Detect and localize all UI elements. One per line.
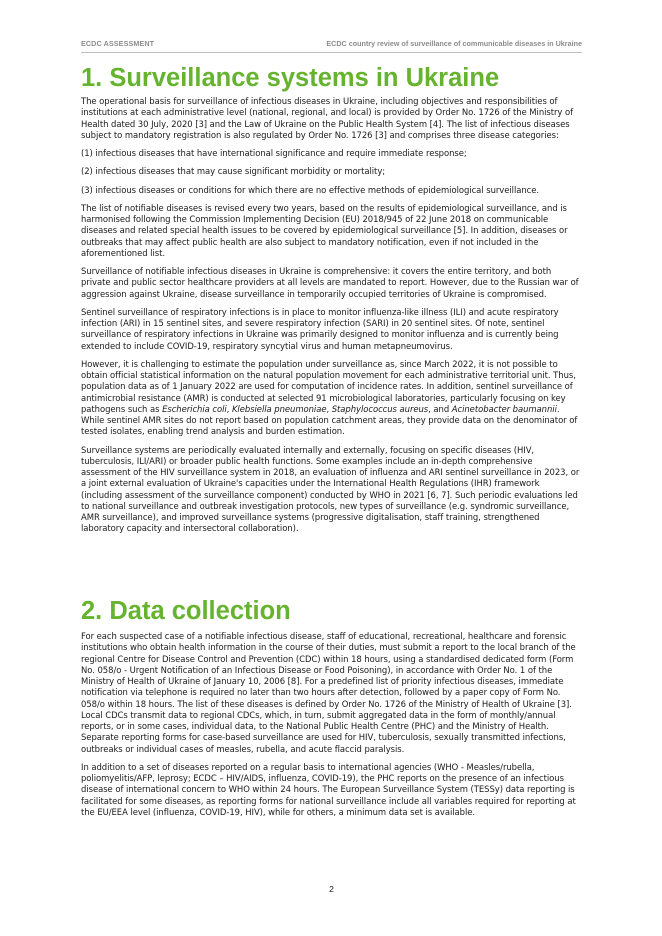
pathogen-name: Staphylococcus aureus — [331, 403, 429, 414]
section-1-body — [81, 96, 582, 542]
header-right-title: ECDC country review of surveillance of communicable diseases in Ukraine — [326, 39, 582, 48]
paragraph: The list of notifiable diseases is revised every two years, based on the results of epidemiological surveillance, and is harmonised following the Commission Implementing Decision (EU) 2018/945 of 22 June 2018 on communicable diseases and related special health issues to be covered by epidemiological surveillance [5]. In addition, diseases or outbreaks that may affect public health are also subject to mandatory notification, even if not included in the aforementioned list. — [81, 202, 568, 258]
paragraph: In addition to a set of diseases reported on a regular basis to international agencies (WHO - Measles/rubella, poliomyelitis/AFP, leprosy; ECDC – HIV/AIDS, influenza, COVID-19), the PHC reports on the presence of an infectious disease of international concern to WHO within 24 hours. The European Surveillance System (TESSy) data reporting is facilitated for some diseases, as reporting forms for national surveillance include all variables required for reporting at the EU/EEA level (influenza, COVID-19, HIV), while for others, a minimum data set is available. — [81, 761, 576, 817]
list-item-category-1: (1) infectious diseases that have international significance and require immediate response; — [81, 148, 467, 158]
list-item-category-3: (3) infectious diseases or conditions for which there are no effective methods of epidemiological surveillance. — [81, 184, 540, 195]
paragraph-amr — [81, 359, 582, 438]
paragraph: Surveillance of notifiable infectious diseases in Ukraine is comprehensive: it covers the entire territory, and both private and public sector healthcare providers at all levels are mandated to report. However, due to the Russian war of aggression against Ukraine, disease surveillance in temporarily occupied territories of Ukraine is compromised. — [81, 266, 579, 299]
section-2-heading: 2. Data collection — [81, 597, 291, 625]
section-1-heading: 1. Surveillance systems in Ukraine — [81, 64, 500, 92]
header-left-label: ECDC ASSESSMENT — [81, 39, 155, 48]
list-item-category-2: (2) infectious diseases that may cause significant morbidity or mortality; — [81, 166, 386, 177]
paragraph: Surveillance systems are periodically evaluated internally and externally, focusing on specific diseases (HIV, tuberculosis, ILI/ARI) or broader public health functions. Some examples include an in-depth comprehensive assessment of the HIV surveillance system in 2018, an evaluation of influenza and ARI sentinel surveillance in 2023, or a joint external evaluation of Ukraine's capacities under the International Health Regulations (IHR) framework (including assessment of the surveillance component) conducted by WHO in 2021 [6, 7]. Such periodic evaluations led to national surveillance and outbreak investigation protocols, new types of surveillance (e.g. syndromic surveillance, AMR surveillance), and improved surveillance systems (progressive digitalisation, staff training, strengthened laboratory capacity and intersectoral collaboration). — [81, 444, 580, 534]
text-run: . While sentinel AMR sites do not report based on population catchment areas, they provide data on the denominator of tested isolates, enabling trend analysis and burden estimation. — [81, 403, 578, 437]
paragraph: Sentinel surveillance of respiratory infections is in place to monitor influenza-like illness (ILI) and acute respiratory infection (ARI) in 15 sentinel sites, and severe respiratory infection (SARI) in 20 sentinel sites. Of note, sentinel surveillance of respiratory infections in Ukraine was primarily designed to monitor influenza and is currently being extended to include COVID-19, respiratory syncytial virus and human metapneumovirus. — [81, 306, 559, 351]
paragraph: For each suspected case of a notifiable infectious disease, staff of educational, recreational, healthcare and forensic institutions who obtain health information in the course of their duties, must submit a report to the local branch of the regional Centre for Disease Control and Prevention (CDC) within 18 hours, using a standardised dedicated form (Form No. 058/o - Urgent Notification of an Infectious Disease or Food Poisoning), in accordance with Order No. 1 of the Ministry of Health of Ukraine of January 10, 2006 [8]. For a predefined list of priority infectious diseases, immediate notification via telephone is required no later than two hours after detection, followed by a paper copy of Form No. 058/o within 18 hours. The list of these diseases is defined by Order No. 1726 of the Ministry of Health of Ukraine [3]. Local CDCs transmit data to regional CDCs, which, in turn, submit aggregated data in the form of monthly/annual reports, or in some cases, individual data, to the National Public Health Centre (PHC) and the Ministry of Health. Separate reporting forms for case-based surveillance are used for HIV, tuberculosis, sexually transmitted infections, outbreaks or individual cases of measles, rubella, and acute flaccid paralysis. — [81, 631, 576, 754]
page-number: 2 — [329, 884, 334, 894]
pathogen-name: Acinetobacter baumannii — [451, 403, 557, 414]
section-2-body — [81, 631, 582, 825]
pathogen-name: Klebsiella pneumoniae — [231, 403, 327, 414]
text-run: , — [326, 403, 332, 414]
text-run: However, it is challenging to estimate the population under surveillance as, since March 2022, it is not possible to obtain official statistical information on the natural population movement for each administrative territorial unit. Thus, population data as of 1 January 2022 are used for computation of incidence rates. In addition, sentinel surveillance of antimicrobial resistance (AMR) is conducted at selected 91 microbiological laboratories, particularly focusing on key pathogens such as — [81, 358, 576, 414]
pathogen-name: Escherichia coli — [162, 403, 227, 414]
running-header — [81, 38, 582, 53]
text-run: , and — [428, 403, 452, 414]
text-run: , — [226, 403, 232, 414]
paragraph: The operational basis for surveillance of infectious diseases in Ukraine, including objectives and responsibilities of institutions at each administrative level (national, regional, and local) is provided by Order No. 1726 of the Ministry of Health dated 30 July, 2020 [3] and the Law of Ukraine on the Public Health System [4]. The list of infectious diseases subject to mandatory registration is also regulated by Order No. 1726 [3] and comprises three disease categories: — [81, 96, 574, 140]
